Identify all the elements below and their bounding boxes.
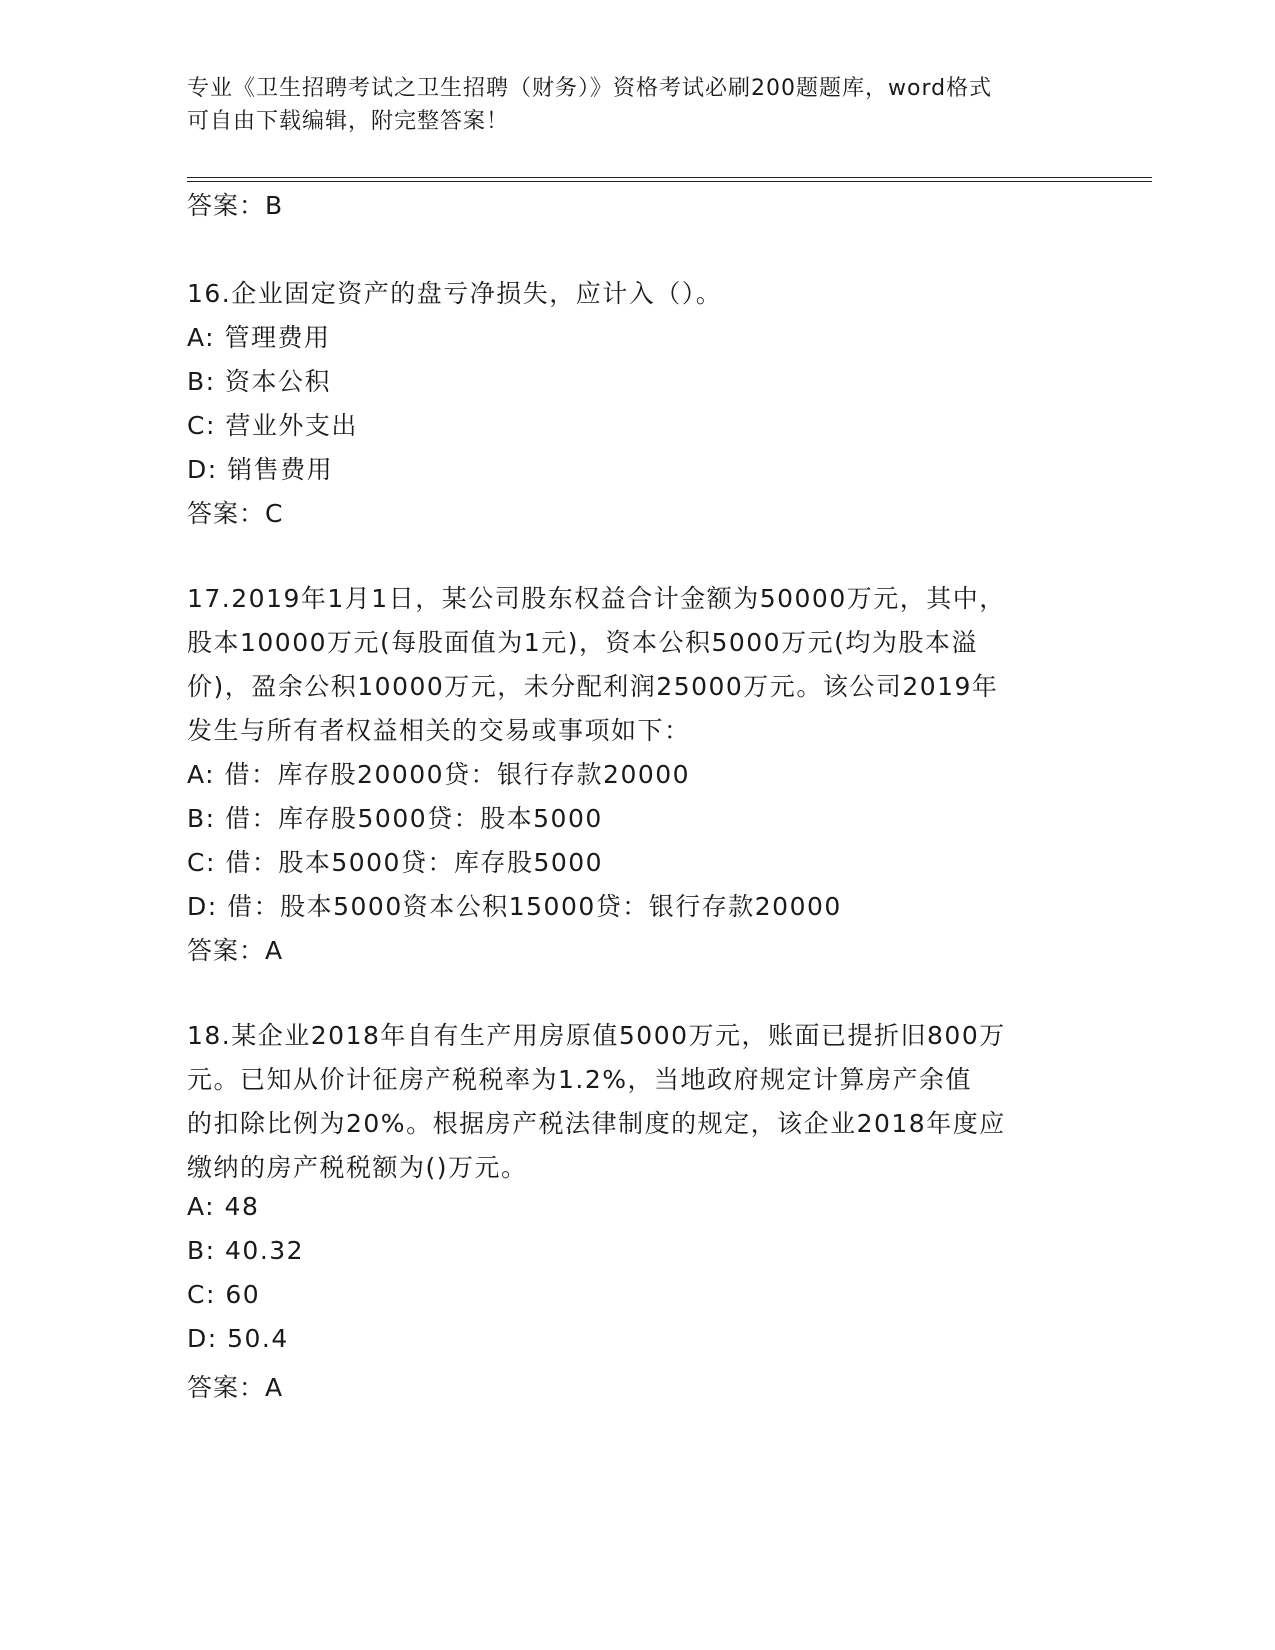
document-header [187,72,1087,138]
question-18-option-d: D: 50.4 [187,1324,289,1353]
question-17-option-d: D: 借：股本5000资本公积15000贷：银行存款20000 [187,892,842,921]
question-18-stem-line-3: 的扣除比例为20%。根据房产税法律制度的规定，该企业2018年度应 [187,1109,1006,1138]
question-16-option-c: C: 营业外支出 [187,411,358,440]
question-18-stem-line-2: 元。已知从价计征房产税税率为1.2%，当地政府规定计算房产余值 [187,1065,973,1094]
question-16-option-a: A: 管理费用 [187,323,331,352]
question-18-option-b: B: 40.32 [187,1236,305,1265]
header-divider [187,177,1152,182]
question-18-answer: 答案：A [187,1373,284,1402]
question-16-option-b: B: 资本公积 [187,367,332,396]
question-16-stem: 16.企业固定资产的盘亏净损失，应计入（）。 [187,279,723,308]
question-17-answer: 答案：A [187,936,284,965]
previous-answer: 答案：B [187,191,284,220]
question-16-option-d: D: 销售费用 [187,455,334,484]
question-17-stem-line-2: 股本10000万元(每股面值为1元)，资本公积5000万元(均为股本溢 [187,628,978,657]
question-18-stem-line-4: 缴纳的房产税税额为()万元。 [187,1153,528,1182]
question-18-option-a: A: 48 [187,1192,260,1221]
question-17-option-b: B: 借：库存股5000贷：股本5000 [187,804,603,833]
question-17-stem-line-3: 价)，盈余公积10000万元，未分配利润25000万元。该公司2019年 [187,672,999,701]
header-line-2: 可自由下载编辑，附完整答案！ [187,109,510,134]
question-18-option-c: C: 60 [187,1280,261,1309]
question-18-stem-line-1: 18.某企业2018年自有生产用房原值5000万元，账面已提折旧800万 [187,1021,1006,1050]
question-17-option-c: C: 借：股本5000贷：库存股5000 [187,848,604,877]
question-16-answer: 答案：C [187,499,284,528]
question-17-stem-line-1: 17.2019年1月1日，某公司股东权益合计金额为50000万元，其中， [187,584,1006,613]
question-17-option-a: A: 借：库存股20000贷：银行存款20000 [187,760,691,789]
header-line-1: 专业《卫生招聘考试之卫生招聘（财务）》资格考试必刷200题题库，word格式 [187,76,993,101]
question-17-stem-line-4: 发生与所有者权益相关的交易或事项如下： [187,716,691,745]
